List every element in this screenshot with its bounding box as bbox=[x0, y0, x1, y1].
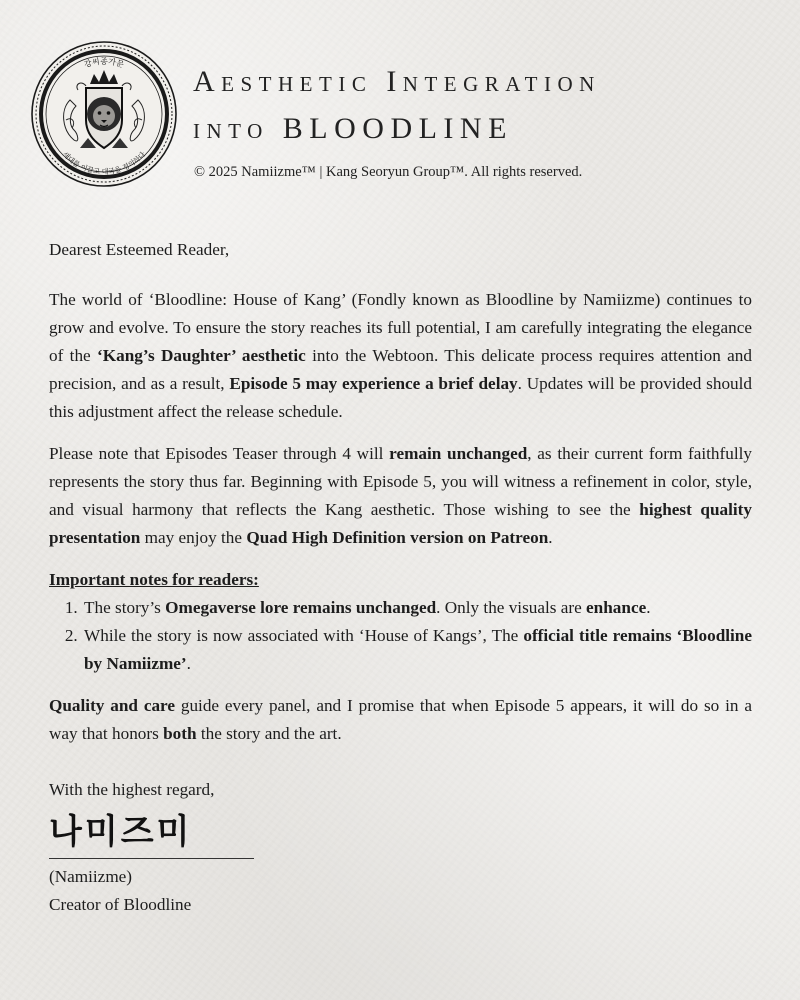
house-crest-seal bbox=[30, 40, 178, 188]
p2-bold-quality: highest quality presentation bbox=[49, 500, 752, 547]
p1-text-2: into the Webtoon. This delicate process requires attention and precision, and as a result, bbox=[49, 346, 752, 393]
note1-text-2: . Only the visuals are bbox=[436, 598, 587, 617]
list-item bbox=[82, 594, 752, 622]
seal-top-text: 강씨종가문 bbox=[82, 57, 126, 70]
p2-bold-unchanged: remain unchanged bbox=[389, 444, 528, 463]
note2-text-2: . bbox=[186, 654, 191, 673]
copyright-notice: © 2025 Namiizme™ | Kang Seoryun Group™. All rights reserved. bbox=[194, 164, 583, 180]
p3-bold-both: both bbox=[163, 724, 197, 743]
p3-text-2: the story and the art. bbox=[196, 724, 342, 743]
notes-list bbox=[49, 594, 752, 678]
list-item bbox=[82, 622, 752, 678]
p1-text-3: . Updates will be provided should this adjustment affect the release schedule. bbox=[49, 374, 752, 421]
title-line-2: into BLOODLINE bbox=[193, 112, 513, 145]
seal-bottom-text: 새대를 이끌고 대국을 정의하다 bbox=[60, 150, 148, 177]
note1-text-1: The story’s bbox=[84, 598, 166, 617]
title-line-1: Aesthetic Integration bbox=[193, 65, 601, 98]
p2-text-4: . bbox=[548, 528, 553, 547]
p2-text-2: , as their current form faithfully represents the story thus far. Beginning with Episode 5, you will witness a refinement in color, style, and visual harmony that reflects the Kang aesthetic. Those wishing to see the bbox=[49, 444, 752, 519]
page-title bbox=[193, 58, 601, 152]
paragraph-quality bbox=[49, 692, 752, 748]
paragraph-episodes bbox=[49, 440, 752, 552]
notes-heading: Important notes for readers: bbox=[49, 570, 259, 589]
p3-bold-quality: Quality and care bbox=[49, 696, 175, 715]
signer-name: (Namiizme) bbox=[49, 867, 133, 886]
note2-bold-title: official title remains ‘Bloodline by Namiizme’ bbox=[84, 626, 752, 673]
p1-bold-aesthetic: ‘Kang’s Daughter’ aesthetic bbox=[97, 346, 306, 365]
letter-body bbox=[49, 236, 752, 919]
p3-text-1: guide every panel, and I promise that when Episode 5 appears, it will do so in a way that honors bbox=[49, 696, 752, 743]
note2-text-1: While the story is now associated with ‘House of Kangs’, The bbox=[84, 626, 524, 645]
note1-bold-enhance: enhance bbox=[586, 598, 647, 617]
paragraph-delay-notice bbox=[49, 286, 752, 426]
p1-text-1: The world of ‘Bloodline: House of Kang’ (Fondly known as Bloodline by Namiizme) continues to grow and evolve. To ensure the story reaches its full potential, I am carefully integrating the elegance of the bbox=[49, 290, 752, 365]
salutation: Dearest Esteemed Reader, bbox=[49, 240, 230, 259]
p2-bold-patreon: Quad High Definition version on Patreon bbox=[246, 528, 549, 547]
signature: 나미즈미 bbox=[49, 810, 254, 859]
note1-text-3: . bbox=[646, 598, 651, 617]
p2-text-1: Please note that Episodes Teaser through 4 will bbox=[49, 444, 390, 463]
note1-bold-lore: Omegaverse lore remains unchanged bbox=[165, 598, 437, 617]
closing-line: With the highest regard, bbox=[49, 780, 215, 799]
signer-role: Creator of Bloodline bbox=[49, 895, 192, 914]
p2-text-3: may enjoy the bbox=[140, 528, 247, 547]
p1-bold-delay: Episode 5 may experience a brief delay bbox=[229, 374, 518, 393]
